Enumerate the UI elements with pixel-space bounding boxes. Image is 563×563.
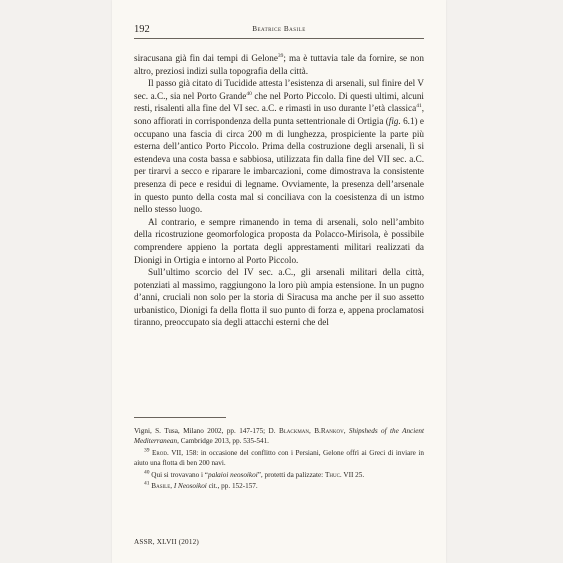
figure-reference: fig. (388, 115, 401, 126)
footnote-41: $^{41}$ Basile, I Neosoikoi cit., pp. 152-157. (144, 480, 258, 491)
page-header (134, 22, 424, 39)
footnotes (134, 426, 424, 492)
paragraph-2: Il passo già citato di Tucidide attesta l’esistenza di arsenali, sul finire del V sec. a.C., sia nel Porto Grande$^{40}$ che nel Porto Piccolo. Di questi ultimi, alcuni resti, risalenti alla fine del VI sec. a.C. e rimasti in uso durante l’età classica$^{41}$, sono affiorati in corrispondenza della punta settentrionale di Ortigia (fig. 6.1) e occupano una fascia di circa 200 m di lunghezza, prospiciente la parte più esterna dell’antico Porto Piccolo. Prima della costruzione degli arsenali, lì si estendeva una costa bassa e sabbiosa, utilizzata fin dalla fine del VII sec. a.C. per tirarvi a secco e riparare le imbarcazioni, come dimostrava la consistente presenza di pece e residui di legname. Ovviamente, la presenza dell’arsenale in questo punto della costa mal si conciliava con la coesistenza di un istmo nello stesso luogo. (134, 78, 424, 215)
paragraph-4: Sull’ultimo scorcio del IV sec. a.C., gli arsenali militari della città, potenziati al massimo, raggiungono la loro più ampia estensione. In un pugno d’anni, cruciali non solo per la storia di Siracusa ma anche per il suo assetto urbanistico, Dionigi fa della flotta il suo punto di forza e, appena proclamatosi tiranno, preoccupato sia degli attacchi esterni che del (134, 267, 424, 328)
footnote-continued: Vigni, S. Tusa, Milano 2002, pp. 147-175; D. Blackman, B.Rankov, Shipsheds of the Ancient Mediterranean, Cambridge 2013, pp. 535-541. (134, 427, 425, 446)
footnote-ref-41[interactable]: 41 (416, 103, 422, 110)
paragraph-3: Al contrario, e sempre rimanendo in tema di arsenali, solo nell’ambito della ricostruzione geomorfologica proposta da Polacco-Mirisola, è possibile comprendere appieno la portata degli apprestamenti militari realizzati da Dionigi in Ortigia e intorno al Porto Piccolo. (134, 216, 424, 265)
body-text (134, 52, 424, 329)
running-head: Beatrice Basile (252, 25, 306, 33)
footnote-40: $^{40}$ Qui si trovavano i “palaioi neosoikoi”, protetti da palizzate: Thuc. VII 25. (144, 469, 365, 479)
journal-footer: ASSR, XLVII (2012) (134, 538, 200, 546)
footnote-39: $^{39}$ Erod. VII, 158: in occasione del conflitto con i Persiani, Gelone offrì ai Greci di inviare in aiuto una flotta di ben 200 navi. (134, 447, 424, 468)
paragraph-1: siracusana già fin dai tempi di Gelone$^{39}$; ma è tuttavia tale da fornire, se non altro, preziosi indizi sulla topografia della città. (134, 52, 424, 76)
page-number: 192 (134, 24, 150, 35)
footnote-ref-40[interactable]: 40 (246, 90, 252, 97)
footnote-ref-39[interactable]: 39 (277, 52, 284, 59)
book-page (112, 0, 446, 563)
footnote-divider (134, 417, 226, 418)
